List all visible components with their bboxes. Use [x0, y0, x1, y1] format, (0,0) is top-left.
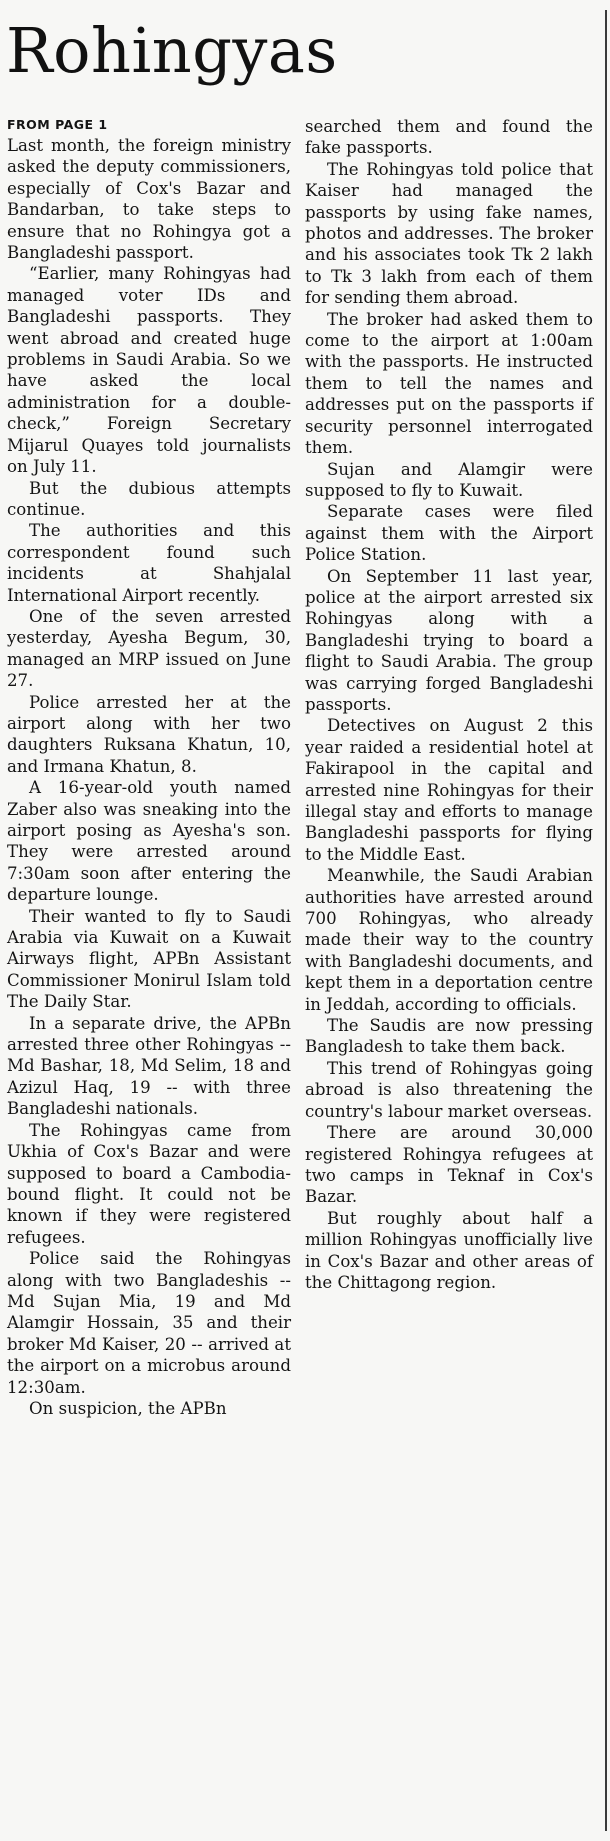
- paragraph: The Saudis are now pressing Bangladesh to take them back.: [305, 1016, 593, 1057]
- paragraph: One of the seven arrested yesterday, Ayesha Begum, 30, managed an MRP issued on June 27.: [7, 606, 291, 691]
- paragraph: Police said the Rohingyas along with two Bangladeshis -- Md Sujan Mia, 19 and Md Alamgir Hossain, 35 and their broker Md Kaiser, 20 -- arrived at the airport on a microbus around 12:30am.: [7, 1249, 291, 1397]
- paragraph: A 16-year-old youth named Zaber also was sneaking into the airport posing as Ayesha's son. They were arrested around 7:30am soon after entering the departure lounge.: [7, 778, 291, 905]
- paragraph: Their wanted to fly to Saudi Arabia via Kuwait on a Kuwait Airways flight, APBn Assistant Commissioner Monirul Islam told The Daily Star.: [7, 906, 291, 1012]
- paragraph: The Rohingyas told police that Kaiser had managed the passports by using fake names, photos and addresses. The broker and his associates took Tk 2 lakh to Tk 3 lakh from each of them for sending them abroad.: [305, 159, 593, 308]
- right-column: [305, 116, 593, 1419]
- paragraph: But the dubious attempts continue.: [7, 478, 291, 519]
- paragraph: The authorities and this correspondent found such incidents at Shahjalal International Airport recently.: [7, 521, 291, 605]
- paragraph: In a separate drive, the APBn arrested three other Rohingyas -- Md Bashar, 18, Md Selim, 18 and Azizul Haq, 19 -- with three Bangladeshi nationals.: [7, 1013, 291, 1119]
- paragraph: The Rohingyas came from Ukhia of Cox's Bazar and were supposed to board a Cambodia-bound flight. It could not be known if they were registered refugees.: [7, 1120, 291, 1247]
- paragraph: On suspicion, the APBn: [29, 1398, 227, 1418]
- paragraph: Police arrested her at the airport along with her two daughters Ruksana Khatun, 10, and Irmana Khatun, 8.: [7, 692, 291, 776]
- continuation-kicker: FROM PAGE 1: [7, 117, 108, 132]
- column-rule: [605, 10, 607, 1831]
- article-body: [7, 116, 597, 1419]
- paragraph: On September 11 last year, police at the airport arrested six Rohingyas along with a Bangladeshi trying to board a flight to Saudi Arabia. The group was carrying forged Bangladeshi passports.: [305, 566, 593, 714]
- paragraph: Last month, the foreign ministry asked the deputy commissioners, especially of Cox's Bazar and Bandarban, to take steps to ensure that no Rohingya got a Bangladeshi passport.: [7, 136, 291, 263]
- paragraph: Detectives on August 2 this year raided a residential hotel at Fakirapool in the capital and arrested nine Rohingyas for their illegal stay and efforts to manage Bangladeshi passports for flying to the Middle East.: [305, 716, 593, 864]
- headline: Rohingyas: [6, 14, 338, 87]
- paragraph: The broker had asked them to come to the airport at 1:00am with the passports. He instructed them to tell the names and addresses put on the passports if security personnel interrogated them.: [305, 309, 593, 458]
- left-column: [7, 116, 291, 1419]
- paragraph: Separate cases were filed against them with the Airport Police Station.: [305, 502, 593, 565]
- paragraph: But roughly about half a million Rohingyas unofficially live in Cox's Bazar and other areas of the Chittagong region.: [305, 1208, 593, 1292]
- paragraph: This trend of Rohingyas going abroad is also threatening the country's labour market overseas.: [305, 1058, 593, 1121]
- paragraph: “Earlier, many Rohingyas had managed voter IDs and Bangladeshi passports. They went abroad and created huge problems in Saudi Arabia. So we have asked the local administration for a double-check,” Foreign Secretary Mijarul Quayes told journalists on July 11.: [7, 264, 291, 477]
- paragraph: Meanwhile, the Saudi Arabian authorities have arrested around 700 Rohingyas, who already made their way to the country with Bangladeshi documents, and kept them in a deportation centre in Jeddah, according to officials.: [305, 866, 593, 1014]
- paragraph: searched them and found the fake passports.: [305, 117, 593, 158]
- paragraph: Sujan and Alamgir were supposed to fly to Kuwait.: [305, 459, 593, 500]
- paragraph: There are around 30,000 registered Rohingya refugees at two camps in Teknaf in Cox's Bazar.: [305, 1123, 593, 1207]
